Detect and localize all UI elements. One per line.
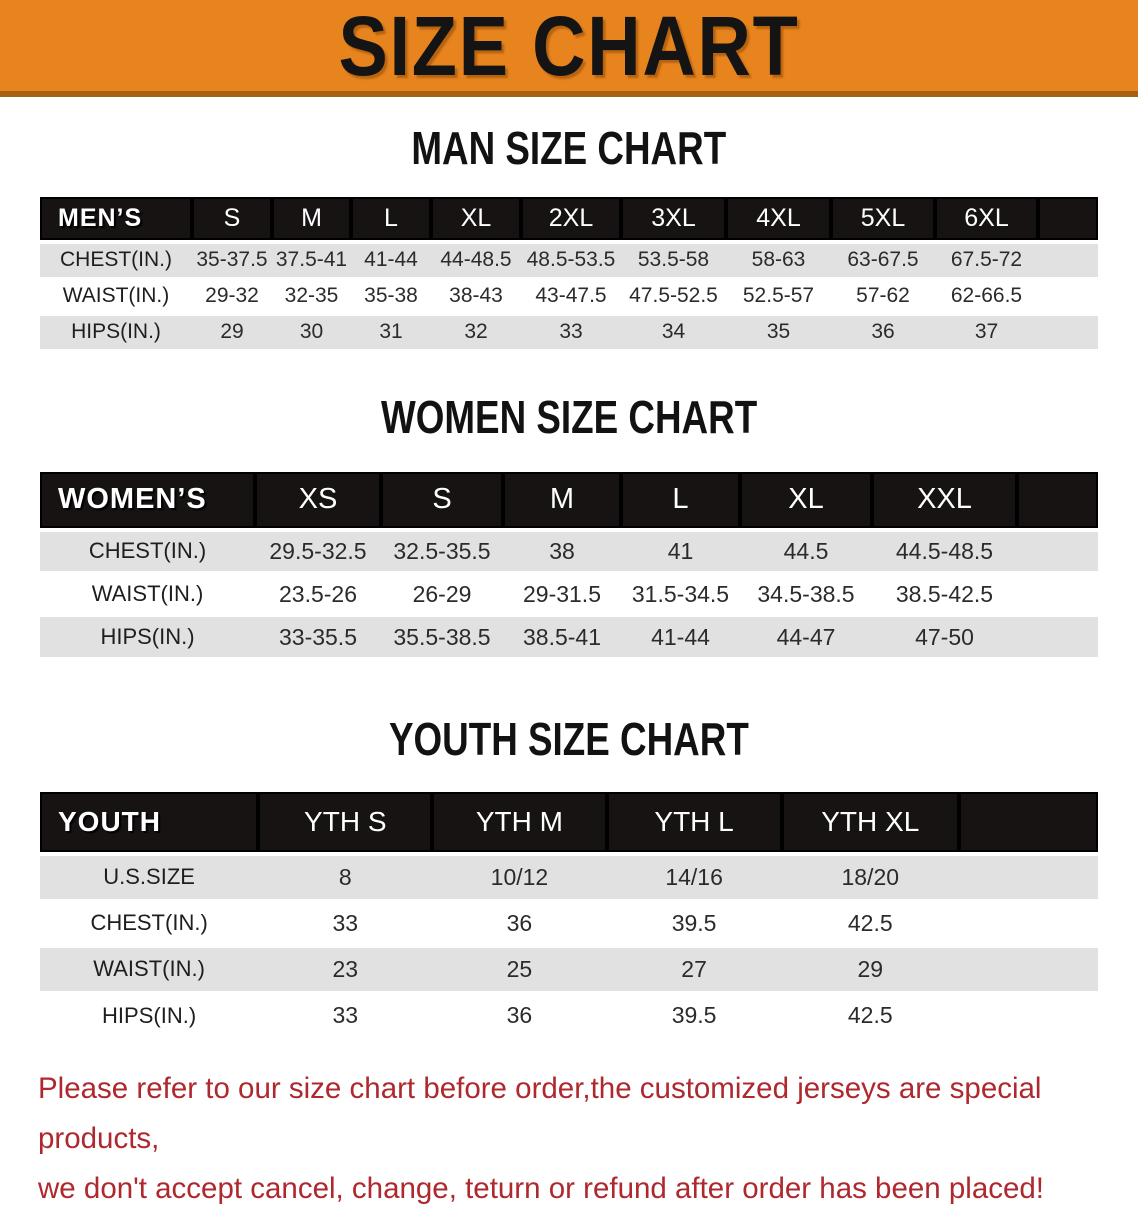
men-row-spacer	[1038, 314, 1098, 350]
men-waist-row	[40, 278, 1098, 314]
youth-size-table	[40, 792, 1098, 1038]
youth-waist-row	[40, 946, 1098, 992]
women-waist-value: 31.5-34.5	[621, 573, 740, 616]
women-hips-row	[40, 616, 1098, 659]
women-waist-row	[40, 573, 1098, 616]
youth-waist-value: 23	[258, 946, 432, 992]
women-row-spacer	[1017, 573, 1098, 616]
men-col-header: 2XL	[521, 197, 621, 242]
men-chest-row	[40, 242, 1098, 278]
men-col-header: S	[192, 197, 272, 242]
women-chest-value: 44.5	[740, 530, 872, 573]
men-chest-label: CHEST(IN.)	[40, 242, 192, 278]
men-hips-value: 35	[726, 314, 831, 350]
men-col-header: 3XL	[621, 197, 726, 242]
women-hips-label: HIPS(IN.)	[40, 616, 255, 659]
youth-hips-value: 36	[432, 992, 606, 1038]
women-col-header: XXL	[872, 472, 1017, 530]
youth-hips-label: HIPS(IN.)	[40, 992, 258, 1038]
men-col-header: 5XL	[831, 197, 935, 242]
order-policy-note-line2: we don't accept cancel, change, teturn or refund after order has been placed!	[38, 1172, 1044, 1205]
women-chest-value: 32.5-35.5	[381, 530, 503, 573]
women-section-heading	[0, 390, 1138, 444]
youth-chest-label: CHEST(IN.)	[40, 900, 258, 946]
men-header-row	[40, 197, 1098, 242]
women-col-header: XS	[255, 472, 381, 530]
women-col-header: S	[381, 472, 503, 530]
banner-title: SIZE CHART	[338, 0, 800, 93]
youth-hips-value: 39.5	[607, 992, 782, 1038]
youth-group-label: YOUTH	[40, 792, 258, 854]
youth-header-spacer	[959, 792, 1098, 854]
men-col-header: 4XL	[726, 197, 831, 242]
men-hips-value: 36	[831, 314, 935, 350]
youth-col-header: YTH L	[607, 792, 782, 854]
women-chest-value: 38	[503, 530, 621, 573]
women-col-header: L	[621, 472, 740, 530]
men-hips-value: 33	[521, 314, 621, 350]
men-row-spacer	[1038, 242, 1098, 278]
men-hips-value: 29	[192, 314, 272, 350]
women-row-spacer	[1017, 530, 1098, 573]
youth-ussize-value: 10/12	[432, 854, 606, 900]
women-chest-value: 41	[621, 530, 740, 573]
men-hips-value: 32	[431, 314, 521, 350]
youth-chest-value: 42.5	[782, 900, 959, 946]
women-hips-value: 41-44	[621, 616, 740, 659]
youth-col-header: YTH M	[432, 792, 606, 854]
men-chest-value: 67.5-72	[935, 242, 1038, 278]
men-chest-value: 35-37.5	[192, 242, 272, 278]
women-header-spacer	[1017, 472, 1098, 530]
order-policy-note-line1: Please refer to our size chart before order,the customized jerseys are special products,	[38, 1072, 1042, 1155]
men-chest-value: 48.5-53.5	[521, 242, 621, 278]
men-hips-value: 31	[351, 314, 431, 350]
men-waist-value: 47.5-52.5	[621, 278, 726, 314]
men-waist-value: 38-43	[431, 278, 521, 314]
youth-row-spacer	[959, 946, 1098, 992]
youth-waist-value: 27	[607, 946, 782, 992]
men-waist-value: 57-62	[831, 278, 935, 314]
women-waist-value: 34.5-38.5	[740, 573, 872, 616]
women-section-heading-text: WOMEN SIZE CHART	[380, 390, 758, 443]
youth-row-spacer	[959, 992, 1098, 1038]
youth-hips-value: 42.5	[782, 992, 959, 1038]
men-col-header: XL	[431, 197, 521, 242]
men-chest-value: 41-44	[351, 242, 431, 278]
women-chest-label: CHEST(IN.)	[40, 530, 255, 573]
women-header-row	[40, 472, 1098, 530]
women-hips-value: 38.5-41	[503, 616, 621, 659]
women-waist-value: 26-29	[381, 573, 503, 616]
men-chest-value: 53.5-58	[621, 242, 726, 278]
youth-chest-value: 36	[432, 900, 606, 946]
youth-hips-row	[40, 992, 1098, 1038]
men-col-header: L	[351, 197, 431, 242]
women-col-header: M	[503, 472, 621, 530]
men-waist-value: 62-66.5	[935, 278, 1038, 314]
men-waist-value: 29-32	[192, 278, 272, 314]
women-size-table	[40, 472, 1098, 661]
men-section-heading-text: MAN SIZE CHART	[411, 122, 727, 174]
youth-ussize-value: 8	[258, 854, 432, 900]
men-group-label: MEN’S	[40, 197, 192, 242]
youth-chest-value: 33	[258, 900, 432, 946]
youth-section-heading	[0, 712, 1138, 766]
men-header-spacer	[1038, 197, 1098, 242]
men-waist-value: 35-38	[351, 278, 431, 314]
order-policy-note	[0, 1064, 1138, 1214]
women-chest-row	[40, 530, 1098, 573]
youth-waist-value: 25	[432, 946, 606, 992]
men-hips-value: 34	[621, 314, 726, 350]
men-hips-row	[40, 314, 1098, 350]
women-waist-value: 29-31.5	[503, 573, 621, 616]
men-waist-label: WAIST(IN.)	[40, 278, 192, 314]
men-waist-value: 52.5-57	[726, 278, 831, 314]
men-chest-value: 58-63	[726, 242, 831, 278]
youth-waist-label: WAIST(IN.)	[40, 946, 258, 992]
youth-col-header: YTH XL	[782, 792, 959, 854]
men-chest-value: 63-67.5	[831, 242, 935, 278]
men-col-header: 6XL	[935, 197, 1038, 242]
youth-chest-value: 39.5	[607, 900, 782, 946]
women-hips-value: 47-50	[872, 616, 1017, 659]
women-hips-value: 33-35.5	[255, 616, 381, 659]
women-hips-value: 35.5-38.5	[381, 616, 503, 659]
youth-section-heading-text: YOUTH SIZE CHART	[389, 713, 749, 765]
youth-ussize-row	[40, 854, 1098, 900]
men-hips-label: HIPS(IN.)	[40, 314, 192, 350]
women-group-label: WOMEN’S	[40, 472, 255, 530]
youth-ussize-value: 14/16	[607, 854, 782, 900]
men-waist-value: 32-35	[272, 278, 351, 314]
women-hips-value: 44-47	[740, 616, 872, 659]
youth-chest-row	[40, 900, 1098, 946]
men-hips-value: 37	[935, 314, 1038, 350]
men-hips-value: 30	[272, 314, 351, 350]
men-row-spacer	[1038, 278, 1098, 314]
women-waist-label: WAIST(IN.)	[40, 573, 255, 616]
men-waist-value: 43-47.5	[521, 278, 621, 314]
women-waist-value: 23.5-26	[255, 573, 381, 616]
men-col-header: M	[272, 197, 351, 242]
women-waist-value: 38.5-42.5	[872, 573, 1017, 616]
men-size-table	[40, 197, 1098, 352]
women-chest-value: 44.5-48.5	[872, 530, 1017, 573]
youth-waist-value: 29	[782, 946, 959, 992]
youth-col-header: YTH S	[258, 792, 432, 854]
youth-row-spacer	[959, 900, 1098, 946]
women-col-header: XL	[740, 472, 872, 530]
women-row-spacer	[1017, 616, 1098, 659]
youth-header-row	[40, 792, 1098, 854]
men-chest-value: 37.5-41	[272, 242, 351, 278]
women-chest-value: 29.5-32.5	[255, 530, 381, 573]
youth-ussize-value: 18/20	[782, 854, 959, 900]
men-chest-value: 44-48.5	[431, 242, 521, 278]
youth-ussize-label: U.S.SIZE	[40, 854, 258, 900]
men-section-heading	[0, 121, 1138, 175]
banner	[0, 0, 1138, 97]
youth-hips-value: 33	[258, 992, 432, 1038]
youth-row-spacer	[959, 854, 1098, 900]
